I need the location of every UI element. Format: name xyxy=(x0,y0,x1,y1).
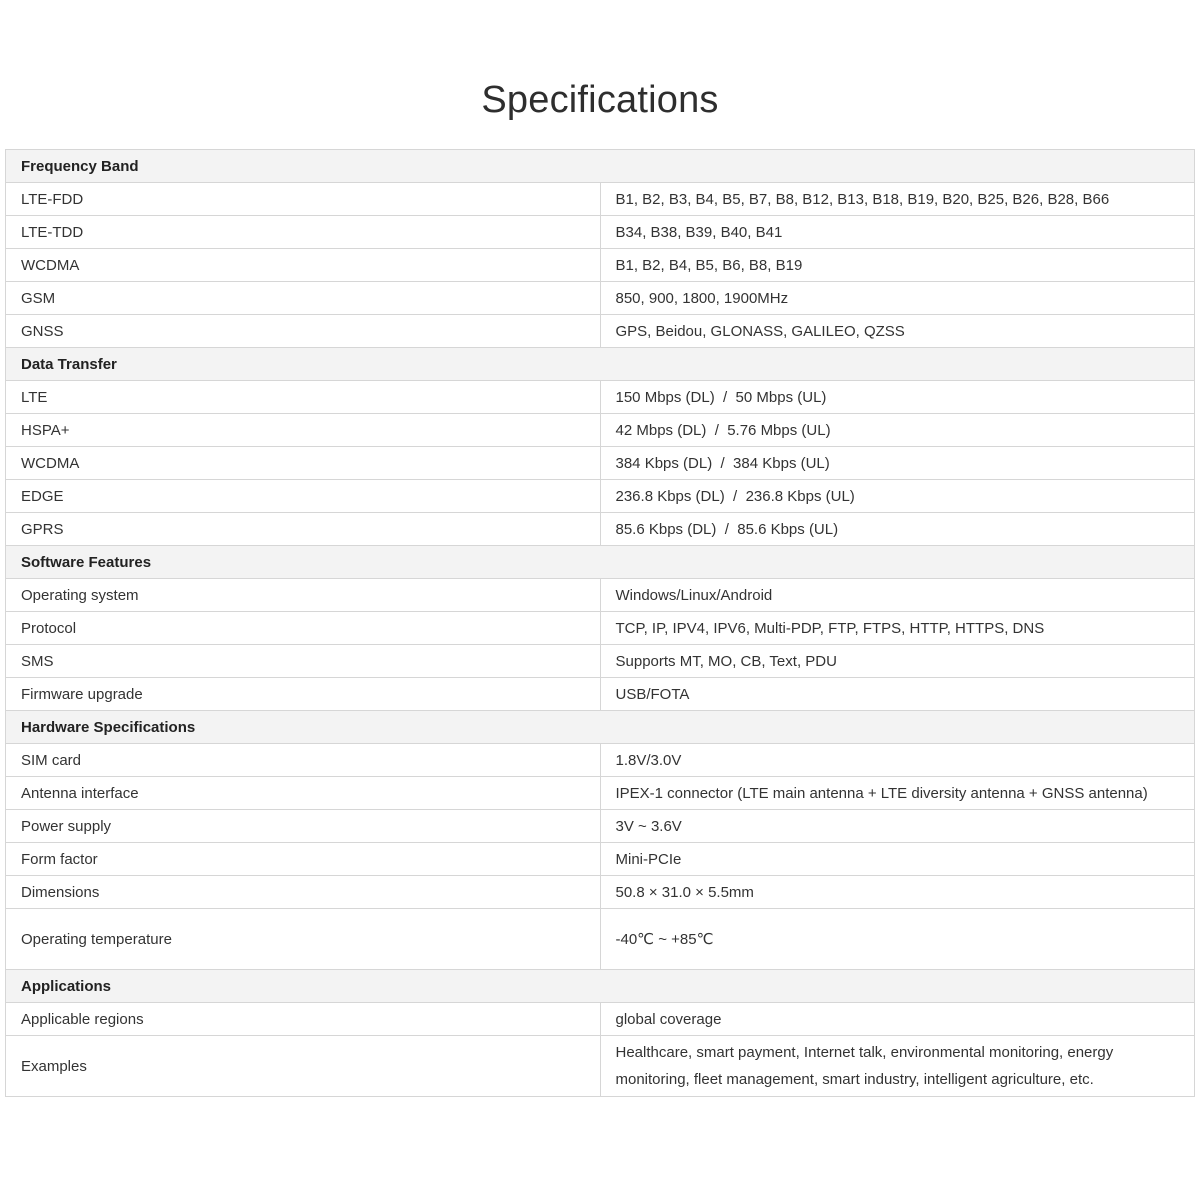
spec-label: LTE-FDD xyxy=(6,183,601,216)
table-row xyxy=(6,381,1195,414)
spec-label: SIM card xyxy=(6,744,601,777)
table-row xyxy=(6,843,1195,876)
spec-value: USB/FOTA xyxy=(600,678,1195,711)
spec-label: Protocol xyxy=(6,612,601,645)
spec-value: 42 Mbps (DL) / 5.76 Mbps (UL) xyxy=(600,414,1195,447)
spec-value: Healthcare, smart payment, Internet talk, environmental monitoring, energy monitoring, fleet management, smart industry, intelligent agriculture, etc. xyxy=(600,1036,1195,1097)
spec-label: Power supply xyxy=(6,810,601,843)
table-row xyxy=(6,282,1195,315)
spec-label: WCDMA xyxy=(6,249,601,282)
section-heading: Applications xyxy=(6,970,1195,1003)
spec-value: 850, 900, 1800, 1900MHz xyxy=(600,282,1195,315)
table-row xyxy=(6,810,1195,843)
spec-value: B1, B2, B4, B5, B6, B8, B19 xyxy=(600,249,1195,282)
spec-value: Windows/Linux/Android xyxy=(600,579,1195,612)
section-header-row xyxy=(6,970,1195,1003)
table-row xyxy=(6,480,1195,513)
table-row xyxy=(6,579,1195,612)
table-row xyxy=(6,249,1195,282)
table-row xyxy=(6,1036,1195,1097)
spec-label: HSPA+ xyxy=(6,414,601,447)
table-row xyxy=(6,645,1195,678)
table-row xyxy=(6,183,1195,216)
section-heading: Frequency Band xyxy=(6,150,1195,183)
table-row xyxy=(6,876,1195,909)
spec-value: B1, B2, B3, B4, B5, B7, B8, B12, B13, B18, B19, B20, B25, B26, B28, B66 xyxy=(600,183,1195,216)
spec-label: Examples xyxy=(6,1036,601,1097)
table-row xyxy=(6,612,1195,645)
section-header-row xyxy=(6,150,1195,183)
table-row xyxy=(6,1003,1195,1036)
spec-label: Form factor xyxy=(6,843,601,876)
spec-label: LTE-TDD xyxy=(6,216,601,249)
table-row xyxy=(6,678,1195,711)
spec-label: SMS xyxy=(6,645,601,678)
spec-value: Supports MT, MO, CB, Text, PDU xyxy=(600,645,1195,678)
section-heading: Software Features xyxy=(6,546,1195,579)
spec-value: global coverage xyxy=(600,1003,1195,1036)
spec-value: 50.8 × 31.0 × 5.5mm xyxy=(600,876,1195,909)
table-row xyxy=(6,744,1195,777)
spec-label: WCDMA xyxy=(6,447,601,480)
section-header-row xyxy=(6,711,1195,744)
table-row xyxy=(6,447,1195,480)
table-row xyxy=(6,315,1195,348)
spec-value: 236.8 Kbps (DL) / 236.8 Kbps (UL) xyxy=(600,480,1195,513)
spec-label: Firmware upgrade xyxy=(6,678,601,711)
spec-value: Mini-PCIe xyxy=(600,843,1195,876)
table-row xyxy=(6,216,1195,249)
spec-value: GPS, Beidou, GLONASS, GALILEO, QZSS xyxy=(600,315,1195,348)
spec-value: TCP, IP, IPV4, IPV6, Multi-PDP, FTP, FTPS, HTTP, HTTPS, DNS xyxy=(600,612,1195,645)
spec-value: 150 Mbps (DL) / 50 Mbps (UL) xyxy=(600,381,1195,414)
spec-value: 384 Kbps (DL) / 384 Kbps (UL) xyxy=(600,447,1195,480)
table-row xyxy=(6,777,1195,810)
spec-label: Applicable regions xyxy=(6,1003,601,1036)
spec-label: Antenna interface xyxy=(6,777,601,810)
spec-label: EDGE xyxy=(6,480,601,513)
spec-label: Operating temperature xyxy=(6,909,601,970)
spec-label: GNSS xyxy=(6,315,601,348)
section-header-row xyxy=(6,348,1195,381)
section-heading: Hardware Specifications xyxy=(6,711,1195,744)
spec-label: Dimensions xyxy=(6,876,601,909)
spec-value: 3V ~ 3.6V xyxy=(600,810,1195,843)
spec-label: GPRS xyxy=(6,513,601,546)
spec-label: LTE xyxy=(6,381,601,414)
section-header-row xyxy=(6,546,1195,579)
spec-value: 1.8V/3.0V xyxy=(600,744,1195,777)
spec-value: -40℃ ~ +85℃ xyxy=(600,909,1195,970)
spec-value: IPEX-1 connector (LTE main antenna + LTE diversity antenna + GNSS antenna) xyxy=(600,777,1195,810)
spec-value: B34, B38, B39, B40, B41 xyxy=(600,216,1195,249)
spec-label: GSM xyxy=(6,282,601,315)
page-title: Specifications xyxy=(481,79,719,121)
table-row xyxy=(6,414,1195,447)
spec-table xyxy=(5,149,1195,1097)
section-heading: Data Transfer xyxy=(6,348,1195,381)
spec-label: Operating system xyxy=(6,579,601,612)
table-row xyxy=(6,513,1195,546)
table-row xyxy=(6,909,1195,970)
spec-value: 85.6 Kbps (DL) / 85.6 Kbps (UL) xyxy=(600,513,1195,546)
